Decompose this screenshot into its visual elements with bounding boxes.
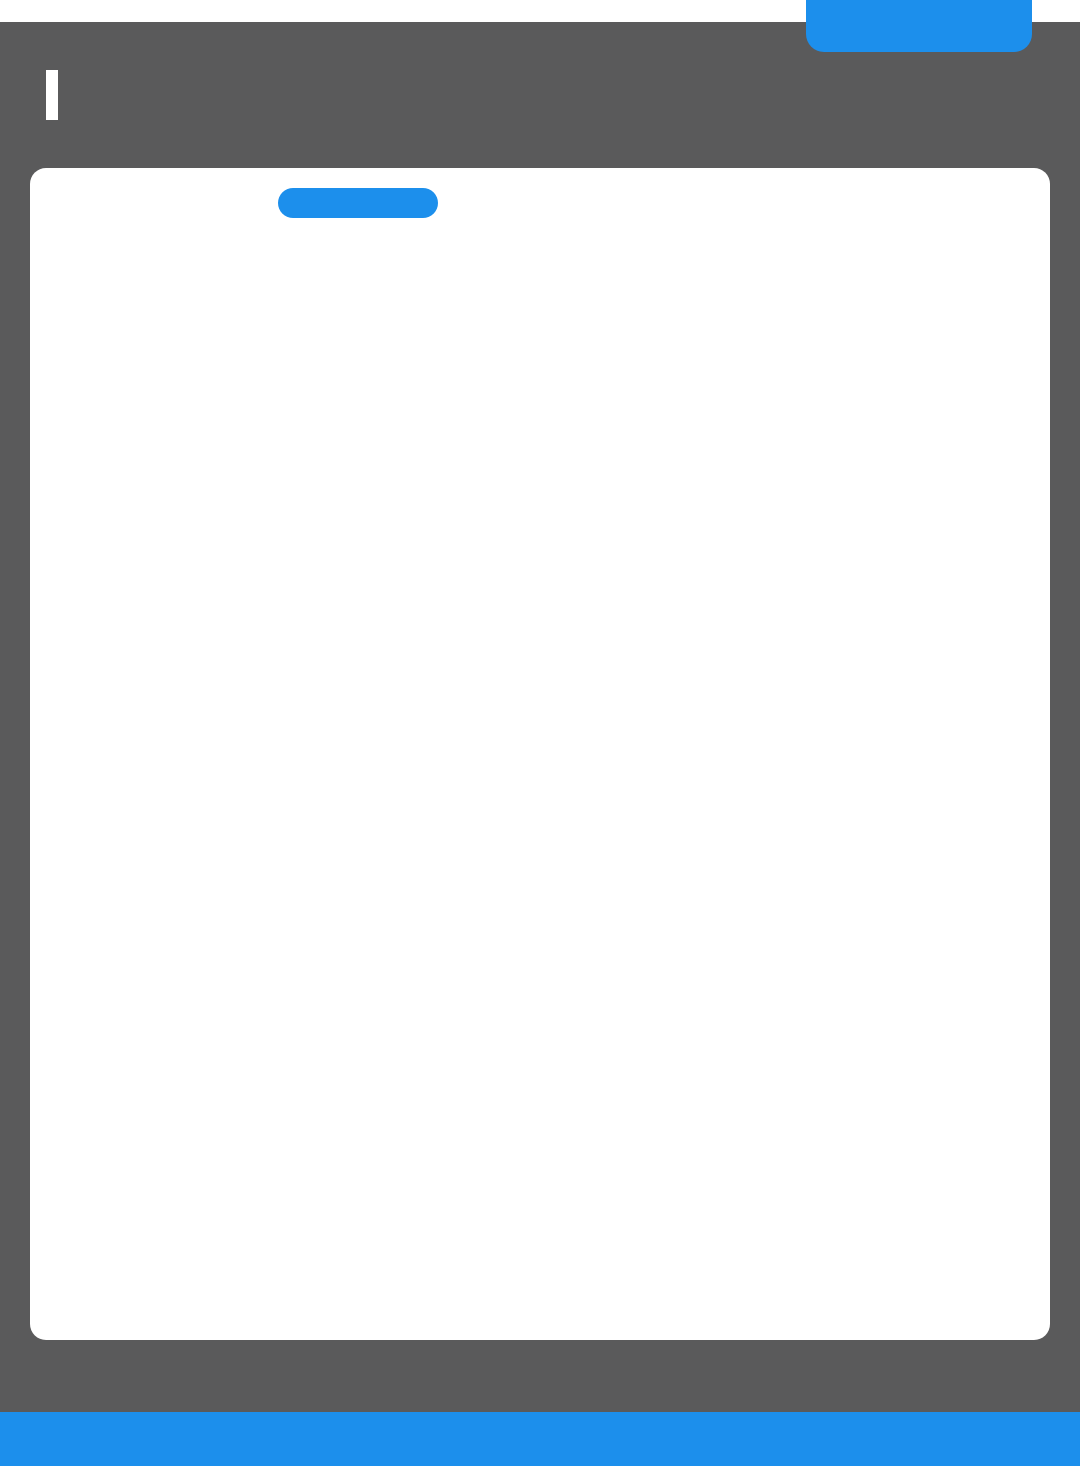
section-tab (806, 0, 1032, 52)
title-accent (46, 70, 58, 120)
content-panel (30, 168, 1050, 1340)
category-badge (278, 188, 438, 218)
footer-bar (0, 1412, 1080, 1466)
